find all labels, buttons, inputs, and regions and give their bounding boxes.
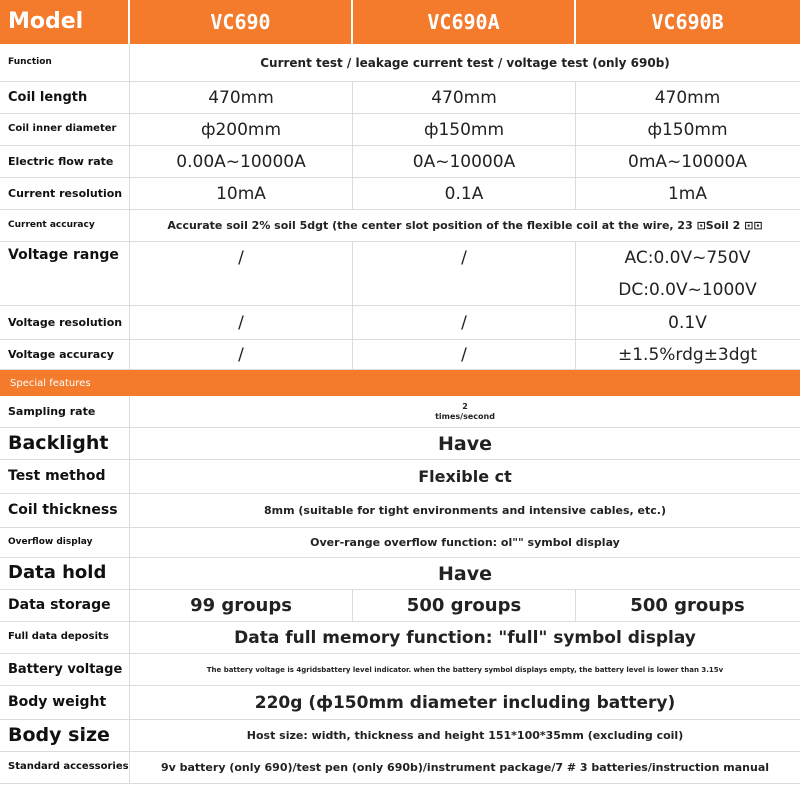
row-current-resolution (0, 178, 800, 210)
value-full-data-deposits: Data full memory function: "full" symbol display (234, 627, 696, 648)
value-voltage-range-2: / (353, 242, 576, 305)
row-data-storage (0, 590, 800, 622)
value-flow-rate-1: 0.00A~10000A (130, 146, 353, 177)
row-voltage-accuracy (0, 340, 800, 370)
label-current-accuracy: Current accuracy (0, 210, 130, 241)
value-function: Current test / leakage current test / voltage test (only 690b) (260, 55, 670, 70)
label-function: Function (0, 44, 130, 81)
value-backlight: Have (438, 432, 492, 455)
header-model-2: VC690A (353, 0, 576, 44)
row-body-weight (0, 686, 800, 720)
row-battery-voltage (0, 654, 800, 686)
value-body-weight: 220g (ф150mm diameter including battery) (254, 692, 676, 713)
row-body-size (0, 720, 800, 752)
value-data-storage-3: 500 groups (630, 595, 745, 616)
value-overflow-display: Over-range overflow function: ol"" symbol display (310, 536, 620, 549)
header-model-1: VC690 (130, 0, 353, 44)
value-flow-rate-3: 0mA~10000A (628, 151, 747, 172)
header-model-label: Model (0, 0, 130, 44)
value-voltage-resolution-2: / (353, 306, 576, 339)
label-backlight: Backlight (0, 428, 130, 459)
value-current-resolution-1: 10mA (130, 178, 353, 209)
value-sampling-rate (130, 396, 800, 427)
label-coil-thickness: Coil thickness (0, 494, 130, 527)
row-coil-thickness (0, 494, 800, 528)
value-data-hold: Have (438, 562, 492, 585)
section-title-special-features: Special features (10, 377, 91, 389)
label-voltage-accuracy: Voltage accuracy (0, 340, 130, 369)
row-data-hold (0, 558, 800, 590)
value-voltage-range-3 (576, 242, 799, 305)
value-standard-accessories: 9v battery (only 690)/test pen (only 690b)/instrument package/7 # 3 batteries/instruction manual (160, 761, 770, 774)
row-function (0, 44, 800, 82)
label-voltage-resolution: Voltage resolution (0, 306, 130, 339)
label-coil-inner-diameter: Coil inner diameter (0, 114, 130, 145)
value-body-size: Host size: width, thickness and height 151*100*35mm (excluding coil) (246, 729, 684, 742)
row-sampling-rate (0, 396, 800, 428)
label-body-size: Body size (0, 720, 130, 751)
value-test-method: Flexible ct (418, 467, 512, 486)
label-sampling-rate: Sampling rate (0, 396, 130, 427)
row-test-method (0, 460, 800, 494)
header-model-3: VC690B (651, 10, 724, 34)
label-data-storage: Data storage (0, 590, 130, 621)
row-electric-flow-rate (0, 146, 800, 178)
value-voltage-accuracy-1: / (130, 340, 353, 369)
sampling-rate-unit: times/second (435, 411, 495, 421)
value-coil-length-1: 470mm (130, 82, 353, 113)
value-current-accuracy: Accurate soil 2% soil 5dgt (the center slot position of the flexible coil at the wire, 23 ⊡Soil 2 ⊡⊡ (167, 219, 763, 232)
voltage-range-dc: DC:0.0V~1000V (618, 279, 757, 300)
label-full-data-deposits: Full data deposits (0, 622, 130, 653)
value-data-storage-1: 99 groups (130, 590, 353, 621)
label-coil-length: Coil length (0, 82, 130, 113)
label-current-resolution: Current resolution (0, 178, 130, 209)
voltage-range-ac: AC:0.0V~750V (624, 247, 751, 268)
value-data-storage-2: 500 groups (353, 590, 576, 621)
label-voltage-range: Voltage range (0, 242, 130, 305)
label-battery-voltage: Battery voltage (0, 654, 130, 685)
row-voltage-range (0, 242, 800, 306)
row-overflow-display (0, 528, 800, 558)
label-test-method: Test method (0, 460, 130, 493)
value-coil-thickness: 8mm (suitable for tight environments and intensive cables, etc.) (264, 504, 666, 517)
value-voltage-range-1: / (130, 242, 353, 305)
row-backlight (0, 428, 800, 460)
row-voltage-resolution (0, 306, 800, 340)
row-coil-length (0, 82, 800, 114)
value-voltage-resolution-1: / (130, 306, 353, 339)
value-voltage-accuracy-3: ±1.5%rdg±3dgt (617, 344, 757, 365)
sampling-rate-number: 2 (462, 401, 468, 411)
value-coil-diameter-2: ф150mm (353, 114, 576, 145)
label-data-hold: Data hold (0, 558, 130, 589)
label-overflow-display: Overflow display (0, 528, 130, 557)
value-coil-diameter-3: ф150mm (647, 119, 728, 140)
header-row (0, 0, 800, 44)
value-coil-diameter-1: ф200mm (130, 114, 353, 145)
value-voltage-accuracy-2: / (353, 340, 576, 369)
value-battery-voltage: The battery voltage is 4gridsbattery level indicator. when the battery symbol displays empty, the battery level is lower than 3.15v (206, 665, 724, 674)
row-current-accuracy (0, 210, 800, 242)
row-full-data-deposits (0, 622, 800, 654)
section-band-special-features (0, 370, 800, 396)
value-current-resolution-3: 1mA (667, 183, 707, 204)
label-electric-flow-rate: Electric flow rate (0, 146, 130, 177)
label-standard-accessories: Standard accessories (0, 752, 130, 783)
row-standard-accessories (0, 752, 800, 784)
value-flow-rate-2: 0A~10000A (353, 146, 576, 177)
value-coil-length-3: 470mm (654, 87, 721, 108)
row-coil-inner-diameter (0, 114, 800, 146)
value-current-resolution-2: 0.1A (353, 178, 576, 209)
value-coil-length-2: 470mm (353, 82, 576, 113)
value-voltage-resolution-3: 0.1V (668, 312, 707, 333)
label-body-weight: Body weight (0, 686, 130, 719)
